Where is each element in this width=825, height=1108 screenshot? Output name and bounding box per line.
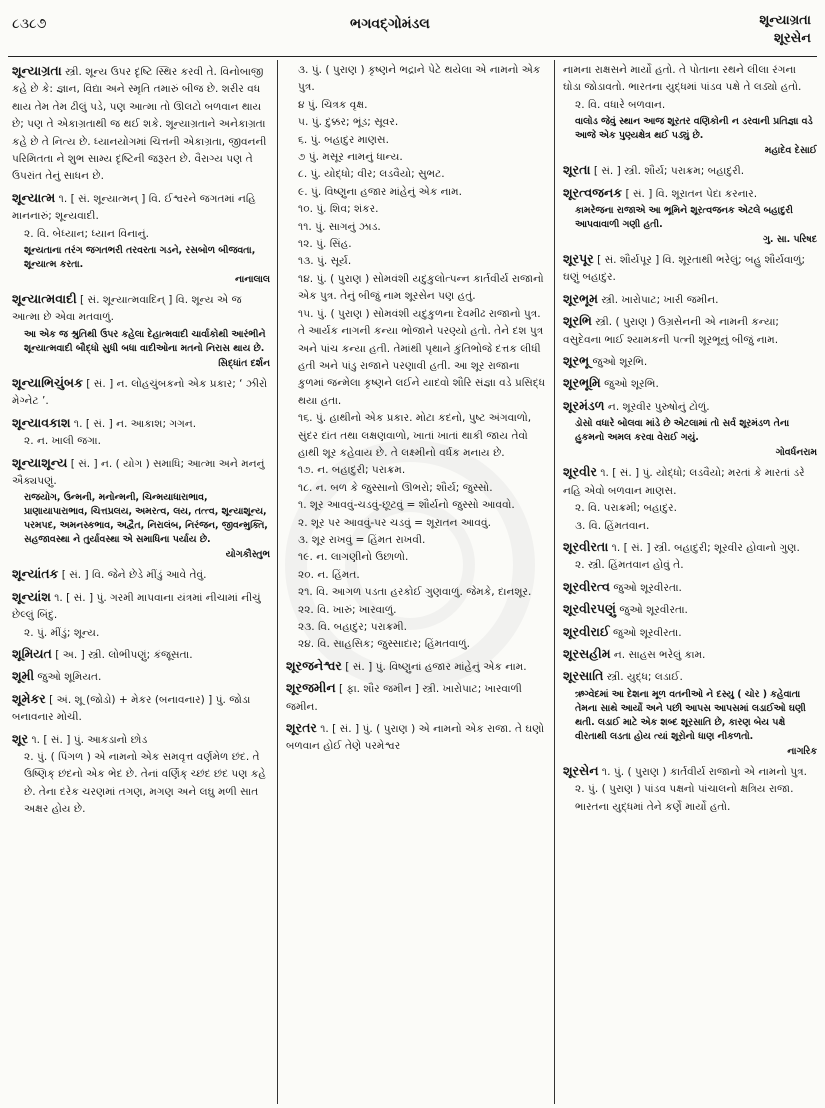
dictionary-entry <box>12 730 270 819</box>
entry-definition: [ અ. ] સ્ત્રી. લોભીપણું; કંજૂસતા. <box>55 648 193 661</box>
entry-definition: [ સં. શૌર્યપૂર ] વિ. શૂરતાથી ભરેલું; બહુ શૌર્યવાળું; ઘણું બહાદુર. <box>563 254 806 284</box>
entry-sense: ૧૯. ન. લાગણીનો ઉછાળો. <box>298 551 409 564</box>
dictionary-entry <box>563 374 817 393</box>
entry-headword: શૂરસાતિ <box>563 668 604 684</box>
entry-sense: ૩. પું. ( પુરાણ ) કૃષ્ણને ભદ્રાને પેટે થયેલા એ નામનો એક પુત્ર. <box>298 64 541 94</box>
entry-sense: ૨૧. વિ. આગળ પડતા હરકોઈ ગુણવાળું. જેમકે, દાનશૂર. <box>298 586 532 599</box>
entry-sense: ૩. વિ. હિંમતવાન. <box>575 519 650 532</box>
entry-sense: ૨. પું. ( પિંગળ ) એ નામનો એક સમવૃત્ત વર્ણમેળ છંદ. તે ઉષ્ણિક્ છંદનો એક ભેદ છે. તેનાં વર્ણિક્ ચ્છંદ છંદ પણ કહે છે. તેના દરેક ચરણમાં તગણ, મગણ અને લઘુ મળી સાત અક્ષર હોય છે. <box>24 750 266 816</box>
entry-definition: સ્ત્રી. ખારોપાટ; ખારી જમીન. <box>601 293 719 306</box>
entry-definition: [ સં. ] ન. લોહચુંબકનો એક પ્રકાર; ‘ ઝીરો મેગ્નેટ ’. <box>12 377 268 408</box>
entry-sense: ૨૩. વિ. બહાદુર; પરાક્રમી. <box>298 621 408 633</box>
entry-headword: શૂમિયત <box>12 645 52 661</box>
entry-headword: શૂરભૂ <box>563 353 590 369</box>
entry-sense: ૨. ન. ખાલી જગા. <box>24 435 102 448</box>
entry-headword: શૂરસહીમ <box>563 645 611 661</box>
entry-headword: શૂમેકર <box>12 690 46 706</box>
entry-headword: શૂરવીરત્વ <box>563 578 610 594</box>
entry-quotation: શૂન્યતાના તરંગ જગતભરી તરવરતા ગડને, રસબોળ બીજવતા, શૂન્યાત્મ કરતા. <box>24 245 256 271</box>
dictionary-entry <box>563 578 817 597</box>
entry-sense: ૨. શૂર પર આવવું-પર ચડવું = શૂરાતન આવવું. <box>298 516 491 529</box>
dictionary-entry <box>563 312 817 349</box>
entry-sense: ૧૨. પું. સિંહ. <box>298 238 352 251</box>
entry-sense: ૫. પું. દુક્કર; ભૂંડ; સૂવર. <box>298 116 399 129</box>
column-divider <box>277 60 278 1104</box>
dictionary-entry <box>12 454 270 563</box>
entry-definition: જુઓ શૂરવીરતા. <box>613 626 682 639</box>
entry-sense: ૧૧. પું. સાગનું ઝાડ. <box>298 220 381 233</box>
entry-definition: ન. સાહસ ભરેલું કામ. <box>613 648 706 661</box>
entry-definition: [ સં. ] સ્ત્રી. શૌર્ય; પરાક્રમ; બહાદુરી. <box>593 165 745 178</box>
entry-definition: નામના રાક્ષસને માર્યો હતો. તે પોતાના રથને લીલા રંગના ઘોડા જોડાવતો. ભારતના યુદ્ધમાં પાંડવ પક્ષે તે લડ્યો હતો. <box>563 64 802 94</box>
header-rule <box>8 56 817 57</box>
entry-headword: શૂરવીરાઈ <box>563 623 610 639</box>
entry-headword: શૂરપૂર <box>563 251 594 267</box>
entry-sense: ૨. સ્ત્રી. હિંમતવાન હોવું તે. <box>575 559 684 572</box>
entry-headword: શૂરભૂમ <box>563 290 598 306</box>
guide-word-first: શૂન્યાગ્રતા <box>759 13 811 28</box>
entry-definition: જુઓ શૂરભિ. <box>592 356 648 369</box>
dictionary-entry <box>12 690 270 727</box>
dictionary-entry <box>563 290 817 309</box>
entry-definition: ૧. [ સં. ] સ્ત્રી. બહાદુરી; શૂરવીર હોવાનો ગુણ. <box>611 541 800 554</box>
entry-sense: ૨. પું. મીંડું; શૂન્ય. <box>24 626 100 639</box>
dictionary-entry <box>286 62 548 654</box>
dictionary-entry <box>12 667 270 686</box>
entry-headword: શૂન્યાત્મવાદી <box>12 291 77 307</box>
entry-headword: શૂરમંડળ <box>563 397 605 413</box>
entry-quotation: ડોસો વધારે બોલવા માંડે છે એટલામાં તો સર્વ શૂરમંડળ તેના હુકમનો અમલ કરવા વેરાઈ ગયું. <box>575 418 790 444</box>
dictionary-entry <box>563 623 817 642</box>
column-2 <box>286 62 548 1102</box>
entry-definition: [ સં. ] પું. વિષ્ણુનાં હજાર માંહેનું એક નામ. <box>345 660 527 673</box>
dictionary-entry <box>563 250 817 287</box>
dictionary-entry <box>12 565 270 584</box>
entry-sense: ૨૨. વિ. ખારું; ખારવાળું. <box>298 603 397 616</box>
entry-sense: ૧૬. પું. હાથીનો એક પ્રકાર. મોટા કદનો, પુષ્ટ અંગવાળો, સુંદર દાંત તથા લક્ષણવાળો, ખાતાં ખાતાં થાકી જાય તેવો હાથી શૂર કહેવાય છે. તે લક્ષ્મીનો વર્ધક મનાય છે. <box>298 412 532 459</box>
entry-definition: ૧. [ સં. શૂન્યાત્મન્ ] વિ. ઈશ્વરને જગતમાં નહિ માનનારું; શૂન્યવાદી. <box>12 192 256 223</box>
entry-quotation: રાજયોગ, ઉન્મની, મનોન્મની, ચિન્મયાધારાભાવ, પ્રાણાયાપારાભાવ, ચિત્તપ્રલય, અમરત્વ, લય, તત્ત્વ, શૂન્યાશૂન્ય, પરમપદ, અમનસ્કભાવ, અદ્વૈત, નિરાલંબ, નિરંજન, જીવન્મુક્તિ, સહજાવસ્થા ને તુર્યાવસ્થા એ સમાધિના પર્યાય છે. <box>24 492 268 546</box>
dictionary-entry <box>563 667 817 758</box>
entry-headword: શૂરવીરપણું <box>563 601 616 617</box>
entry-sense: ૨. પું. ( પુરાણ ) પાંડવ પક્ષનો પાંચાલનો ક્ષત્રિય રાજા. ભારતના યુદ્ધમાં તેને કર્ણે માર્યો હતો. <box>575 783 794 813</box>
dictionary-entry <box>563 184 817 247</box>
entry-quotation: આ એક જ શ્રુતિથી ઉપર કહેલા દેહાત્મવાદી ચાર્વાકોથી આરંભીને શૂન્યાત્મવાદી બૌદ્ધો સુધી બધા વાદીઓના મતનો નિરાસ થાય છે. <box>24 328 266 354</box>
dictionary-entry <box>12 290 270 371</box>
entry-definition: જુઓ શૂરભિ. <box>604 378 659 391</box>
entry-headword: શૂરત્વજનક <box>563 184 623 200</box>
entry-headword: શૂરતર <box>286 720 317 736</box>
dictionary-entry <box>563 645 817 664</box>
entry-sense: ૧૪. પું. ( પુરાણ ) સોમવંશી યદુકુલોત્પન્ન કાર્તવીર્ય રાજાનો એક પુત્ર. તેનું બીજું નામ શૂરસેન પણ હતું. <box>298 272 544 303</box>
dictionary-entry <box>563 161 817 180</box>
dictionary-entry <box>12 645 270 664</box>
entry-headword: શૂન્યાત્મ <box>12 189 56 205</box>
entry-quotation: ઋગ્વેદમાં આ દેશના મૂળ વતનીઓ ને દસ્યુ ( ચોર ) કહેવાતા તેમના સાથે આર્યો અને પછી આપસ આપસમાં લડાઈઓ ઘણી થતી. લડાઈ માટે એક શબ્દ શૂરસાતિ છે, કારણ બેય પક્ષે વીરતાથી લડતા હોય ત્યાં શૂરોનો ધાણ નીકળતો. <box>575 688 806 742</box>
dictionary-entry <box>563 397 817 460</box>
entry-sense: ૧૩. પું. સૂર્ય. <box>298 255 352 268</box>
dictionary-entry <box>12 62 270 186</box>
guide-word-last: શૂરસેન <box>774 31 811 46</box>
entry-source: નાગરિક <box>787 745 817 757</box>
page-number: ૮૩૮૭ <box>12 16 47 32</box>
entry-definition: ૧. [ સં. ] પું. ગરમી માપવાના યંત્રમાં નીચામાં નીચું છેલ્લું બિંદુ. <box>12 591 261 622</box>
entry-sense: ૧. શૂર આવવું-ચડવું-છૂટવું = શૌર્યનો જુસ્સો આવવો. <box>298 499 515 512</box>
entry-source: નાનાલાલ <box>234 274 270 286</box>
dictionary-entry <box>563 762 817 816</box>
entry-definition: [ અં. શૂ (જોડો) + મેકર (બનાવનાર) ] પું. જોડા બનાવનાર મોચી. <box>12 693 251 724</box>
entry-definition: ૧. [ સં. ] ન. આકાશ; ગગન. <box>73 417 197 430</box>
entry-sense: ૨. વિ. વધારે બળવાન. <box>575 98 666 111</box>
entry-sense: ૧૭. ન. બહાદુરી; પરાક્રમ. <box>298 464 406 477</box>
entry-headword: શૂરભૂમિ <box>563 375 601 391</box>
entry-headword: શૂરવીરતા <box>563 538 609 554</box>
entry-sense: ૧૫. પું. ( પુરાણ ) સોમવંશી યદુકુળના દેવમીઢ રાજાનો પુત્ર. તે આર્યક નાગની કન્યા ભોજાને પરણ્યો હતો. તેને દશ પુત્ર અને પાંચ કન્યા હતી. તેમાંથી પૃથાને કુંતિભોજે દત્તક લીધી હતી અને પાંડુ રાજાને પરણાવી હતી. આ શૂર રાજાના કુળમાં જન્મેલા કૃષ્ણને લઈને યાદવો શૌરિ સંજ્ઞા વડે પ્રસિદ્ધ થયા હતા. <box>298 307 546 407</box>
dictionary-entry <box>286 657 548 676</box>
entry-quotation: કામરેજના રાજાએ આ ભૂમિને શૂરત્વજનક એટલે બહાદુરી આપવાવાળી ગણી હતી. <box>575 205 793 231</box>
entry-headword: શૂન્યાગ્રતા <box>12 63 62 78</box>
dictionary-entry <box>563 62 817 158</box>
entry-headword: શૂન્યાવકાશ <box>12 414 71 430</box>
dictionary-entry <box>12 374 270 411</box>
dictionary-entry <box>563 352 817 371</box>
entry-definition: જુઓ શૂમિયત. <box>37 671 102 684</box>
page-title: ભગવદ્ગોમંડલ <box>350 16 430 32</box>
entry-headword: શૂમી <box>12 668 35 684</box>
entry-sense: ૨૦. ન. હિંમત. <box>298 568 360 581</box>
dictionary-entry <box>12 414 270 451</box>
entry-sense: ૪ પું. ચિત્રક વૃક્ષ. <box>298 98 368 111</box>
entry-quotation: વાલોડ જેવું સ્થાન આજ શૂરતર વણિકોની ન ડરવાની પ્રતિજ્ઞા વડે આજે એક પુણ્યક્ષેત્ર થઈ પડ્યું છે. <box>575 116 813 142</box>
entry-definition: ૧. પું. ( પુરાણ ) કાર્તવીર્ય રાજાનો એ નામનો પુત્ર. <box>601 765 808 778</box>
entry-sense: ૬. પું. બહાદુર માણસ. <box>298 133 389 146</box>
dictionary-entry <box>563 600 817 619</box>
column-3 <box>563 62 817 1102</box>
entry-headword: શૂરભિ <box>563 313 592 329</box>
entry-headword: શૂરસેન <box>563 762 599 778</box>
entry-sense: ૩. શૂર રાખવું = હિંમત રાખવી. <box>298 533 426 546</box>
entry-headword: શૂન્યાંશ <box>12 588 51 604</box>
entry-definition: જુઓ શૂરવીરતા. <box>619 604 688 617</box>
entry-source: મહાદેવ દેસાઈ <box>764 145 817 157</box>
entry-headword: શૂરજનેશ્વર <box>286 657 342 673</box>
entry-source: યોગકૌસ્તુભ <box>225 549 270 561</box>
column-divider <box>554 60 555 1104</box>
entry-definition: ૧. [ સં. ] પું. યોદ્ધો; લડવૈયો; મરતાં કે મારતાં ડરે નહિ એવો બળવાન માણસ. <box>563 467 805 497</box>
entry-headword: શૂન્યાશૂન્ય <box>12 454 68 470</box>
entry-definition: ૧. [ સં. ] પું. ( પુરાણ ) એ નામનો એક રાજા. તે ઘણો બળવાન હોઈ તેણે પરમેશ્વર <box>286 723 545 753</box>
entry-definition: [ ફા. શૌર જમીન ] સ્ત્રી. ખારોપાટ; ખારવાળી જમીન. <box>286 683 522 713</box>
entry-definition: જુઓ શૂરવીરતા. <box>613 581 682 594</box>
entry-definition: સ્ત્રી. યુદ્ધ; લડાઈ. <box>606 671 683 684</box>
dictionary-entry <box>563 538 817 575</box>
entry-sense: ૯. પું. વિષ્ણુના હજાર માંહેનું એક નામ. <box>298 185 462 198</box>
entry-sense: ૨૪. વિ. સાહસિક; જુસ્સાદાર; હિંમતવાળું. <box>298 638 470 651</box>
entry-source: ગોવર્ધનરામ <box>775 447 817 459</box>
entry-headword: શૂર <box>12 730 29 746</box>
dictionary-entry <box>12 189 270 287</box>
entry-definition: સ્ત્રી. શૂન્ય ઉપર દૃષ્ટિ સ્થિર કરવી તે. વિનોબાજી કહે છે કે: જ્ઞાન, વિદ્યા અને સ્મૃતિ તમારું બીજ છે. શરીર વધ થાય તેમ તેમ ઢીલું પડે, પણ આત્મા તો ઊલટો બળવાન થાય છે; પણ તે એકાગ્રતાથી જ થઈ શકે. શૂન્યાગ્રતાને અનેકાગ્રતા કહે છે તે નિત્ય છે. ધ્યાનયોગમાં ચિત્તની એકાગ્રતા, જીવનની પરિમિતતા ને શુભ સામ્ય દૃષ્ટિની જરૂરત છે. વૈરાગ્ય પણ તે ઉપરાંત તેનું સાધન છે. <box>12 66 267 183</box>
entry-definition: [ સં. ] વિ. જેને છેડે મીંડું આવે તેવું. <box>61 569 207 582</box>
entry-sense: ૮. પું. યોદ્ધો; વીર; લડવૈયો; સુભટ. <box>298 168 445 181</box>
entry-headword: શૂરતા <box>563 162 591 178</box>
entry-definition: સ્ત્રી. ( પુરાણ ) ઉગ્રસેનની એ નામની કન્યા; વસુદેવના ભાઈ શ્યામકની પત્ની શૂરભૂનું બીજું નામ. <box>563 316 779 346</box>
entry-definition: ન. શૂરવીર પુરુષોનું ટોળું. <box>607 400 710 413</box>
entry-definition: [ સં. શૂન્યાત્મવાદિન્ ] વિ. શૂન્ય એ જ આત્મા છે એવા મતવાળું. <box>12 294 242 324</box>
entry-headword: શૂરવીર <box>563 464 597 480</box>
entry-definition: [ સં. ] ન. ( યોગ ) સમાધિ; આત્મા અને મનનું ઐક્યપણું. <box>12 457 265 487</box>
dictionary-entry <box>286 679 548 716</box>
entry-headword: શૂરજમીન <box>286 680 336 696</box>
entry-sense: ૨. વિ. પરાક્રમી; બહાદુર. <box>575 502 677 515</box>
entry-headword: શૂન્યાંતક <box>12 566 59 582</box>
entry-sense: ૧૮. ન. બળ કે જુસ્સાનો ઊભરો; શૌર્ય; જુસ્સો. <box>298 481 493 494</box>
entry-source: સિદ્ધાંત દર્શન <box>218 357 270 369</box>
entry-headword: શૂન્યાભિચુંબક <box>12 374 83 390</box>
entry-sense: ૧૦. પું. શિવ; શંકર. <box>298 203 379 216</box>
dictionary-entry <box>286 719 548 756</box>
dictionary-entry <box>12 588 270 642</box>
entry-sense: ૨. વિ. બેધ્યાન; ધ્યાન વિનાનું. <box>24 227 149 240</box>
entry-sense: ૭ પું. મસૂર નામનું ધાન્ય. <box>298 151 403 164</box>
column-1 <box>12 62 270 1102</box>
entry-definition: ૧. [ સં. ] પું. આકડાનો છોડ <box>31 733 148 746</box>
guide-words <box>759 12 811 48</box>
entry-source: ગુ. સા. પરિષદ <box>763 234 817 246</box>
dictionary-entry <box>563 463 817 535</box>
entry-definition: [ સં. ] વિ. શૂરાતન પેદા કરનાર. <box>625 187 758 200</box>
